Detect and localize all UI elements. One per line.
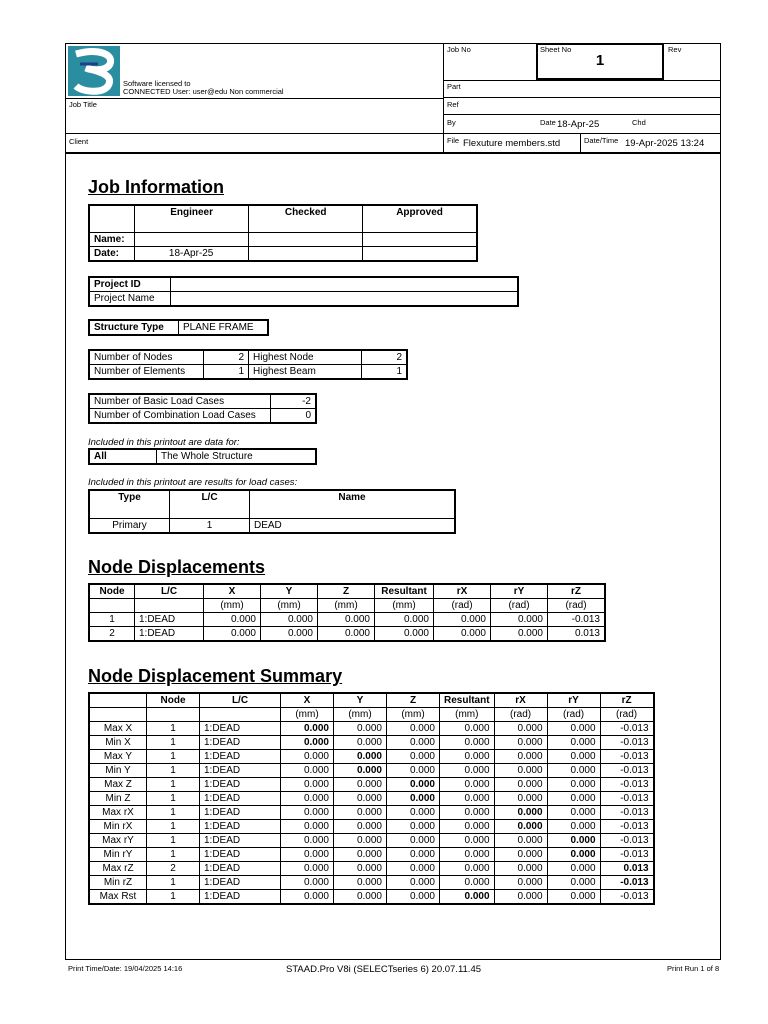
highest-beam-label: Highest Beam xyxy=(249,365,362,380)
print-run: Print Run 1 of 8 xyxy=(667,964,720,973)
table-cell: 1:DEAD xyxy=(200,820,281,834)
table-cell xyxy=(89,205,134,233)
table-cell: 0.000 xyxy=(334,736,387,750)
table-cell: Max X xyxy=(89,722,147,736)
column-unit: (mm) xyxy=(334,708,387,722)
table-cell: 1:DEAD xyxy=(200,806,281,820)
table-cell: 0.000 xyxy=(281,736,334,750)
table-cell xyxy=(249,233,363,247)
header-divider xyxy=(443,80,721,81)
job-information-title: Job Information xyxy=(88,177,224,197)
chd-label: Chd xyxy=(632,118,646,127)
table-cell: 1:DEAD xyxy=(200,890,281,905)
table-cell: 0.000 xyxy=(440,820,495,834)
table-cell: 0.000 xyxy=(440,722,495,736)
lc-type-header: Type xyxy=(89,490,170,519)
node-displacements-title: Node Displacements xyxy=(88,557,266,577)
table-cell: Min Z xyxy=(89,792,147,806)
table-cell: Max rX xyxy=(89,806,147,820)
table-cell: 1:DEAD xyxy=(200,722,281,736)
table-cell: Min rY xyxy=(89,848,147,862)
node-displacement-summary-table xyxy=(88,692,655,905)
table-cell: 0.000 xyxy=(494,848,547,862)
table-cell: 0.000 xyxy=(281,862,334,876)
column-unit: (mm) xyxy=(204,599,261,613)
table-cell: -0.013 xyxy=(600,778,654,792)
table-cell: 1:DEAD xyxy=(200,764,281,778)
column-header: Resultant xyxy=(440,693,495,708)
table-cell: 0.000 xyxy=(434,627,491,642)
table-cell: 1 xyxy=(147,778,200,792)
table-cell: Min rZ xyxy=(89,876,147,890)
structure-type-value: PLANE FRAME xyxy=(179,320,269,335)
table-cell: 0.000 xyxy=(334,764,387,778)
header-divider xyxy=(65,133,721,134)
lc-name-value: DEAD xyxy=(250,519,456,534)
datetime-value: 19-Apr-2025 13:24 xyxy=(625,138,705,149)
table-cell: 0.000 xyxy=(494,876,547,890)
table-cell: 0.000 xyxy=(494,806,547,820)
table-cell: -0.013 xyxy=(600,834,654,848)
basic-lc-label: Number of Basic Load Cases xyxy=(89,394,271,409)
nodes-value: 2 xyxy=(204,350,249,365)
table-cell: 0.000 xyxy=(494,750,547,764)
column-unit xyxy=(135,599,204,613)
table-cell: 0.000 xyxy=(281,722,334,736)
header-divider xyxy=(443,114,721,115)
column-unit xyxy=(89,708,147,722)
table-cell: 0.000 xyxy=(494,736,547,750)
column-header: rX xyxy=(494,693,547,708)
table-cell: 0.000 xyxy=(547,722,600,736)
table-cell: -0.013 xyxy=(600,722,654,736)
column-header: Resultant xyxy=(375,584,434,599)
project-id-label: Project ID xyxy=(89,277,171,292)
load-case-counts-table xyxy=(88,393,317,424)
approved-header: Approved xyxy=(363,205,477,233)
table-cell: 0.000 xyxy=(494,722,547,736)
table-cell: 0.000 xyxy=(334,778,387,792)
table-cell: 0.000 xyxy=(440,876,495,890)
license-line-2: CONNECTED User: user@edu Non commercial xyxy=(123,87,284,96)
column-unit: (rad) xyxy=(491,599,548,613)
column-header: Y xyxy=(261,584,318,599)
table-cell: 0.000 xyxy=(387,862,440,876)
table-cell: 0.000 xyxy=(334,848,387,862)
data-all: All xyxy=(89,449,157,464)
table-cell: 1 xyxy=(147,806,200,820)
lc-name-header: Name xyxy=(250,490,456,519)
table-cell: 0.000 xyxy=(204,613,261,627)
combo-lc-label: Number of Combination Load Cases xyxy=(89,409,271,424)
table-cell: 0.000 xyxy=(387,764,440,778)
header-divider xyxy=(65,152,721,154)
column-header: Y xyxy=(334,693,387,708)
table-cell: 0.000 xyxy=(375,613,434,627)
table-cell: 0.000 xyxy=(334,750,387,764)
table-cell: 0.000 xyxy=(261,613,318,627)
column-header: rZ xyxy=(548,584,606,599)
node-displacements-table xyxy=(88,583,606,642)
table-cell: 0.000 xyxy=(387,834,440,848)
table-cell: 0.000 xyxy=(440,806,495,820)
table-cell: 0.000 xyxy=(318,627,375,642)
table-cell xyxy=(171,277,519,292)
sign-off-table xyxy=(88,204,478,262)
table-cell: 0.000 xyxy=(387,736,440,750)
table-cell: 0.000 xyxy=(261,627,318,642)
table-cell: 0.013 xyxy=(548,627,606,642)
table-cell: 1:DEAD xyxy=(200,848,281,862)
table-cell: 0.000 xyxy=(440,862,495,876)
table-cell: 0.000 xyxy=(281,890,334,905)
table-cell: 0.000 xyxy=(334,876,387,890)
included-data-table xyxy=(88,448,317,465)
lc-number-value: 1 xyxy=(170,519,250,534)
table-cell: Max Z xyxy=(89,778,147,792)
table-row xyxy=(89,722,654,736)
column-unit: (mm) xyxy=(440,708,495,722)
table-cell: 0.000 xyxy=(440,750,495,764)
table-cell: 0.000 xyxy=(334,806,387,820)
table-cell: 1 xyxy=(147,736,200,750)
table-cell: 1:DEAD xyxy=(200,876,281,890)
table-cell xyxy=(363,233,477,247)
project-table xyxy=(88,276,519,307)
table-row xyxy=(89,806,654,820)
header-divider xyxy=(443,43,444,153)
table-cell: 0.000 xyxy=(387,806,440,820)
table-cell: 0.000 xyxy=(387,820,440,834)
table-cell: 0.000 xyxy=(434,613,491,627)
table-cell: 0.000 xyxy=(387,722,440,736)
date-value: 18-Apr-25 xyxy=(557,119,600,130)
ref-label: Ref xyxy=(447,100,459,109)
table-cell: 0.000 xyxy=(491,627,548,642)
table-cell: 0.000 xyxy=(281,806,334,820)
table-cell: 1 xyxy=(147,876,200,890)
table-cell: 1:DEAD xyxy=(135,627,204,642)
table-cell: 0.000 xyxy=(387,750,440,764)
table-row xyxy=(89,876,654,890)
table-cell xyxy=(363,247,477,262)
table-cell: 0.000 xyxy=(334,820,387,834)
column-header: Z xyxy=(318,584,375,599)
table-cell: 0.013 xyxy=(600,862,654,876)
table-cell: 1 xyxy=(147,764,200,778)
name-row-label: Name: xyxy=(89,233,134,247)
table-row xyxy=(89,736,654,750)
column-unit: (rad) xyxy=(434,599,491,613)
header-divider xyxy=(65,98,443,99)
table-cell: -0.013 xyxy=(600,848,654,862)
table-row xyxy=(89,627,605,642)
table-cell: 0.000 xyxy=(494,764,547,778)
engineer-date: 18-Apr-25 xyxy=(134,247,248,262)
table-row xyxy=(89,613,605,627)
engineer-header: Engineer xyxy=(134,205,248,233)
structure-type-label: Structure Type xyxy=(89,320,179,335)
column-unit: (rad) xyxy=(547,708,600,722)
column-header: X xyxy=(281,693,334,708)
table-cell: 0.000 xyxy=(318,613,375,627)
table-cell: Min Y xyxy=(89,764,147,778)
table-cell: 0.000 xyxy=(494,792,547,806)
table-cell: 1 xyxy=(147,750,200,764)
table-cell: -0.013 xyxy=(600,876,654,890)
table-cell: 1 xyxy=(147,722,200,736)
table-cell: Max Rst xyxy=(89,890,147,905)
project-name-label: Project Name xyxy=(89,292,171,307)
table-cell: 0.000 xyxy=(547,876,600,890)
table-cell: 0.000 xyxy=(281,876,334,890)
column-header: rY xyxy=(491,584,548,599)
table-cell: 0.000 xyxy=(387,792,440,806)
column-header: Node xyxy=(147,693,200,708)
column-unit: (rad) xyxy=(600,708,654,722)
table-cell: 1:DEAD xyxy=(200,862,281,876)
table-cell: 0.000 xyxy=(440,834,495,848)
table-cell: Min X xyxy=(89,736,147,750)
elements-label: Number of Elements xyxy=(89,365,204,380)
table-cell: 1 xyxy=(147,890,200,905)
table-row xyxy=(89,778,654,792)
table-cell: 0.000 xyxy=(440,736,495,750)
node-displacement-summary-title: Node Displacement Summary xyxy=(88,666,343,686)
table-cell: -0.013 xyxy=(600,806,654,820)
basic-lc-value: -2 xyxy=(271,394,317,409)
highest-beam-value: 1 xyxy=(362,365,408,380)
column-header: rY xyxy=(547,693,600,708)
column-unit: (mm) xyxy=(261,599,318,613)
table-cell: 0.000 xyxy=(281,848,334,862)
table-cell: 1:DEAD xyxy=(135,613,204,627)
table-cell: 0.000 xyxy=(440,848,495,862)
table-cell: Max rZ xyxy=(89,862,147,876)
load-cases-table xyxy=(88,489,456,534)
column-header: L/C xyxy=(200,693,281,708)
table-cell: 0.000 xyxy=(334,792,387,806)
elements-value: 1 xyxy=(204,365,249,380)
table-cell xyxy=(134,233,248,247)
table-cell: 0.000 xyxy=(547,862,600,876)
table-cell: 0.000 xyxy=(281,778,334,792)
table-cell: -0.013 xyxy=(600,736,654,750)
table-cell: -0.013 xyxy=(600,750,654,764)
table-cell xyxy=(171,292,519,307)
table-cell: 2 xyxy=(147,862,200,876)
column-header: Z xyxy=(387,693,440,708)
column-header: X xyxy=(204,584,261,599)
table-cell: 1 xyxy=(147,834,200,848)
checked-header: Checked xyxy=(249,205,363,233)
date-label: Date xyxy=(540,118,556,127)
table-row xyxy=(89,764,654,778)
table-row xyxy=(89,834,654,848)
table-cell: 0.000 xyxy=(440,890,495,905)
table-cell: 1:DEAD xyxy=(200,834,281,848)
column-unit: (rad) xyxy=(494,708,547,722)
table-cell: 0.000 xyxy=(204,627,261,642)
table-cell: 0.000 xyxy=(281,750,334,764)
table-cell: -0.013 xyxy=(548,613,606,627)
table-cell: 0.000 xyxy=(387,848,440,862)
lc-type-value: Primary xyxy=(89,519,170,534)
table-cell: 0.000 xyxy=(547,736,600,750)
table-cell: -0.013 xyxy=(600,792,654,806)
file-value: Flexuture members.std xyxy=(463,138,561,149)
datetime-label: Date/Time xyxy=(584,136,619,145)
column-unit xyxy=(200,708,281,722)
sheet-no-value: 1 xyxy=(595,52,605,69)
included-data-note: Included in this printout are data for: xyxy=(88,437,240,448)
table-cell: 0.000 xyxy=(547,834,600,848)
table-cell: 0.000 xyxy=(440,792,495,806)
highest-node-value: 2 xyxy=(362,350,408,365)
column-header: rZ xyxy=(600,693,654,708)
column-unit: (mm) xyxy=(375,599,434,613)
table-cell: 0.000 xyxy=(547,750,600,764)
print-time: Print Time/Date: 19/04/2025 14:16 xyxy=(68,964,183,973)
table-cell: 1:DEAD xyxy=(200,792,281,806)
table-cell: 0.000 xyxy=(494,890,547,905)
table-cell: 0.000 xyxy=(440,778,495,792)
table-cell: 0.000 xyxy=(547,778,600,792)
date-row-label: Date: xyxy=(89,247,134,262)
table-cell: 0.000 xyxy=(494,862,547,876)
table-cell: 0.000 xyxy=(491,613,548,627)
column-unit: (mm) xyxy=(387,708,440,722)
column-unit: (mm) xyxy=(318,599,375,613)
table-row xyxy=(89,750,654,764)
table-cell: -0.013 xyxy=(600,890,654,905)
table-cell: 0.000 xyxy=(547,764,600,778)
column-header: L/C xyxy=(135,584,204,599)
table-cell: 0.000 xyxy=(547,806,600,820)
table-cell: 0.000 xyxy=(334,722,387,736)
table-cell: 0.000 xyxy=(494,820,547,834)
data-whole-structure: The Whole Structure xyxy=(157,449,317,464)
table-row xyxy=(89,862,654,876)
part-label: Part xyxy=(447,82,461,91)
table-cell: 0.000 xyxy=(334,834,387,848)
column-unit: (rad) xyxy=(548,599,606,613)
table-cell: 0.000 xyxy=(281,820,334,834)
combo-lc-value: 0 xyxy=(271,409,317,424)
table-cell: 1:DEAD xyxy=(200,736,281,750)
table-cell: 0.000 xyxy=(334,890,387,905)
file-label: File xyxy=(447,136,460,145)
column-unit xyxy=(89,599,135,613)
table-cell: 1 xyxy=(147,792,200,806)
table-cell: 0.000 xyxy=(547,820,600,834)
column-header: Node xyxy=(89,584,135,599)
table-cell: 0.000 xyxy=(334,862,387,876)
table-cell xyxy=(249,247,363,262)
table-cell: 0.000 xyxy=(387,890,440,905)
table-cell: 1 xyxy=(89,613,135,627)
table-cell: 0.000 xyxy=(281,764,334,778)
table-cell: 1:DEAD xyxy=(200,750,281,764)
table-row xyxy=(89,792,654,806)
lc-number-header: L/C xyxy=(170,490,250,519)
by-label: By xyxy=(447,118,456,127)
table-cell: 1:DEAD xyxy=(200,778,281,792)
table-cell: 0.000 xyxy=(387,876,440,890)
sheet-no-label: Sheet No xyxy=(540,45,572,54)
license-line-1: Software licensed to xyxy=(123,79,191,88)
client-label: Client xyxy=(69,137,89,146)
job-no-label: Job No xyxy=(447,45,471,54)
bentley-logo xyxy=(68,46,120,96)
column-unit xyxy=(147,708,200,722)
product-version: STAAD.Pro V8i (SELECTseries 6) 20.07.11.45 xyxy=(286,964,482,975)
table-cell: 1 xyxy=(147,820,200,834)
model-counts-table xyxy=(88,349,408,380)
table-cell: 0.000 xyxy=(440,764,495,778)
header-divider xyxy=(443,97,721,98)
table-cell: 0.000 xyxy=(547,848,600,862)
job-title-label: Job Title xyxy=(69,100,97,109)
highest-node-label: Highest Node xyxy=(249,350,362,365)
header-divider xyxy=(580,133,581,153)
table-cell: Min rX xyxy=(89,820,147,834)
table-cell: -0.013 xyxy=(600,820,654,834)
table-cell: Max Y xyxy=(89,750,147,764)
table-cell: 0.000 xyxy=(387,778,440,792)
table-cell: 0.000 xyxy=(494,834,547,848)
table-cell: -0.013 xyxy=(600,764,654,778)
table-cell: 0.000 xyxy=(375,627,434,642)
table-row xyxy=(89,848,654,862)
table-cell: 2 xyxy=(89,627,135,642)
column-unit: (mm) xyxy=(281,708,334,722)
table-row xyxy=(89,820,654,834)
structure-type-table xyxy=(88,319,269,336)
table-cell: Max rY xyxy=(89,834,147,848)
table-row xyxy=(89,890,654,905)
table-cell: 0.000 xyxy=(547,890,600,905)
table-cell: 0.000 xyxy=(547,792,600,806)
table-cell: 0.000 xyxy=(281,792,334,806)
table-cell: 0.000 xyxy=(494,778,547,792)
column-header xyxy=(89,693,147,708)
rev-label: Rev xyxy=(668,45,682,54)
column-header: rX xyxy=(434,584,491,599)
nodes-label: Number of Nodes xyxy=(89,350,204,365)
table-cell: 1 xyxy=(147,848,200,862)
table-cell: 0.000 xyxy=(281,834,334,848)
included-results-note: Included in this printout are results for load cases: xyxy=(88,477,298,488)
